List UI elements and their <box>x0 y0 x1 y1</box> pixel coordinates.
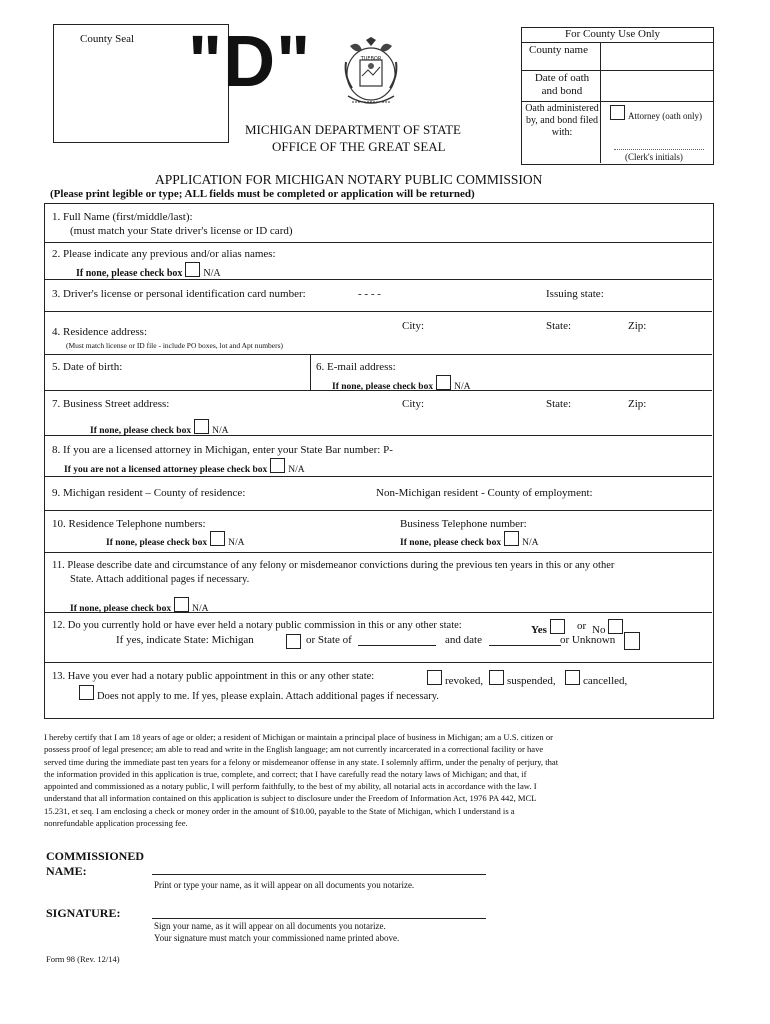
q6-none-checkbox[interactable] <box>436 375 451 390</box>
q10-business-na-label: N/A <box>522 538 539 548</box>
q13-suspended-option[interactable] <box>486 670 556 687</box>
q13-cancelled-label: cancelled, <box>583 675 628 687</box>
q8-none-option[interactable] <box>64 458 305 475</box>
cert-line-4: the information provided in this application is true, complete, and correct; that I have carefully read the notary laws of Michigan; and that, if <box>44 768 527 779</box>
q6-none-label: If none, please check box <box>332 382 434 392</box>
q10-na-label: N/A <box>228 538 245 548</box>
q13-not-apply-checkbox[interactable] <box>79 685 94 700</box>
q13-not-apply-label: Does not apply to me. If yes, please explain. Attach additional pages if necessary. <box>97 691 439 702</box>
q6-label: 6. E-mail address: <box>316 361 396 373</box>
q2-none-label: If none, please check box <box>76 268 183 279</box>
q11-label-2: State. Attach additional pages if necessary. <box>70 574 250 585</box>
q10-business-none-label: If none, please check box <box>400 538 502 548</box>
q4-note: (Must match license or ID file - include PO boxes, lot and Apt numbers) <box>66 341 284 350</box>
q11-none-label: If none, please check box <box>70 604 172 614</box>
q9-nonresident-label: Non-Michigan resident - County of employment: <box>376 487 593 499</box>
q13-cancelled-option[interactable] <box>562 670 627 687</box>
q12-date-field[interactable] <box>489 645 561 646</box>
q7-none-label: If none, please check box <box>90 426 192 436</box>
q13-revoked-checkbox[interactable] <box>427 670 442 685</box>
q4-label: 4. Residence address: <box>52 326 147 338</box>
attorney-option[interactable] <box>610 105 702 121</box>
form-title: APPLICATION FOR MICHIGAN NOTARY PUBLIC COMMISSION <box>155 172 543 187</box>
q7-zip-label: Zip: <box>628 398 647 410</box>
q12-yes-checkbox[interactable] <box>550 619 565 634</box>
michigan-seal-icon <box>336 36 406 112</box>
cert-line-1: I hereby certify that I am 18 years of age or older; a resident of Michigan or maintain a principal place of business in Michigan; am a U.S. citizen or <box>44 732 554 742</box>
attorney-checkbox[interactable] <box>610 105 625 120</box>
q4-state-label: State: <box>546 320 572 332</box>
q8-label: 8. If you are a licensed attorney in Michigan, enter your State Bar number: P- <box>52 444 393 456</box>
form-id: Form 98 (Rev. 12/14) <box>46 954 120 964</box>
q10-business-label: Business Telephone number: <box>400 518 527 530</box>
county-use-title: For County Use Only <box>565 28 661 40</box>
cert-line-6: understand that all information contained on this application is subject to disclosure under the Freedom of Information Act, 1976 PA 442, MCL <box>44 793 537 804</box>
q13-label: 13. Have you ever had a notary public appointment in this or any other state: <box>52 671 375 682</box>
q10-label: 10. Residence Telephone numbers: <box>52 518 206 530</box>
q13-cancelled-checkbox[interactable] <box>565 670 580 685</box>
q13-suspended-label: suspended, <box>507 675 556 687</box>
attorney-label: Attorney (oath only) <box>628 111 702 121</box>
q7-city-label: City: <box>402 398 425 410</box>
q12-other-state-label: or State of <box>306 634 352 646</box>
q12-unknown-label: or Unknown <box>560 634 616 646</box>
q8-none-label: If you are not a licensed attorney please check box <box>64 465 268 475</box>
q12-unknown-checkbox[interactable] <box>624 632 640 650</box>
q7-na-label: N/A <box>212 426 229 436</box>
q8-none-checkbox[interactable] <box>270 458 285 473</box>
q1-label: 1. Full Name (first/middle/last): <box>52 211 193 223</box>
cert-line-3: served time during the immediate past ten years for a felony or misdemeanor offense in any state. I solemnly affirm, under the penalty of perjury, that <box>44 756 559 767</box>
q2-none-option[interactable] <box>76 262 221 279</box>
q12-michigan-checkbox[interactable] <box>286 634 301 649</box>
date-oath-bond-label: Date of oath and bond <box>534 72 590 97</box>
cert-line-7: 15.231, et seq. I am enclosing a check or money order in the amount of $10.00, payable to the State of Michigan, which I understand is a <box>44 805 515 816</box>
q10-business-none-checkbox[interactable] <box>504 531 519 546</box>
signature-hint-2: Your signature must match your commissioned name printed above. <box>154 933 400 943</box>
county-seal-label: County Seal <box>80 33 135 45</box>
q12-no-checkbox[interactable] <box>608 619 623 634</box>
q7-none-checkbox[interactable] <box>194 419 209 434</box>
q2-none-checkbox[interactable] <box>185 262 200 277</box>
q8-na-label: N/A <box>288 465 305 475</box>
signature-label: SIGNATURE: <box>46 906 121 920</box>
office-name: OFFICE OF THE GREAT SEAL <box>272 139 446 154</box>
q12-date-label: and date <box>445 634 482 646</box>
q10-none-checkbox[interactable] <box>210 531 225 546</box>
svg-text:TUEBOR: TUEBOR <box>360 56 382 62</box>
q10-none-option[interactable] <box>106 531 244 548</box>
oath-administered-label: Oath administered by, and bond filed with: <box>525 103 599 138</box>
q3-label: 3. Driver's license or personal identification card number: <box>52 288 306 300</box>
name-label: NAME: <box>46 864 87 878</box>
q9-label: 9. Michigan resident – County of residence: <box>52 487 246 499</box>
q10-business-none-option[interactable] <box>400 531 538 548</box>
commissioned-name-field[interactable] <box>152 874 486 875</box>
cert-line-5: appointed and commissioned as a notary public, I will perform faithfully, to the best of my ability, all notarial acts in accordance with the law. I <box>44 781 537 792</box>
cert-line-8: nonrefundable application processing fee. <box>44 818 188 829</box>
department-name: MICHIGAN DEPARTMENT OF STATE <box>245 122 461 137</box>
form-letter: "D" <box>188 22 312 102</box>
q12-no-label: No <box>592 624 606 636</box>
q2-label: 2. Please indicate any previous and/or alias names: <box>52 248 276 260</box>
q12-line2-michigan: If yes, indicate State: Michigan <box>116 634 254 646</box>
q12-other-state-field[interactable] <box>358 645 436 646</box>
cert-line-2: possess proof of legal presence; am able to read and write in the English language; am not currently incarcerated in a correctional facility or have <box>44 744 544 755</box>
certification-paragraph <box>44 731 724 829</box>
q11-na-label: N/A <box>192 604 209 614</box>
q4-zip-label: Zip: <box>628 320 647 332</box>
form-subtitle: (Please print legible or type; ALL fields must be completed or application will be returned) <box>50 188 475 200</box>
q11-none-checkbox[interactable] <box>174 597 189 612</box>
q2-na-label: N/A <box>203 268 221 279</box>
q3-dashes: - - - - <box>358 288 381 300</box>
county-name-label: County name <box>529 44 588 56</box>
q6-na-label: N/A <box>454 382 471 392</box>
q5-label: 5. Date of birth: <box>52 361 123 373</box>
q13-suspended-checkbox[interactable] <box>489 670 504 685</box>
q11-label: 11. Please describe date and circumstance of any felony or misdemeanor convictions during the previous ten years in this or any other <box>52 560 615 571</box>
q12-label: 12. Do you currently hold or have ever held a notary public commission in this or any other state: <box>52 620 462 631</box>
clerk-initials-label: (Clerk's initials) <box>625 152 683 162</box>
q12-or-label: or <box>577 620 587 632</box>
signature-field[interactable] <box>152 918 486 919</box>
issuing-state-label: Issuing state: <box>546 288 604 300</box>
q7-none-option[interactable] <box>90 419 228 436</box>
q7-state-label: State: <box>546 398 572 410</box>
q12-yes-label: Yes <box>531 624 547 636</box>
q4-city-label: City: <box>402 320 425 332</box>
signature-hint-1: Sign your name, as it will appear on all documents you notarize. <box>154 921 386 931</box>
q10-none-label: If none, please check box <box>106 538 208 548</box>
commissioned-label: COMMISSIONED <box>46 849 145 863</box>
q1-note: (must match your State driver's license or ID card) <box>70 225 293 237</box>
q13-revoked-label: revoked, <box>445 675 484 687</box>
q13-not-apply-option[interactable] <box>76 685 439 702</box>
q7-label: 7. Business Street address: <box>52 398 170 410</box>
name-hint: Print or type your name, as it will appear on all documents you notarize. <box>154 880 415 890</box>
